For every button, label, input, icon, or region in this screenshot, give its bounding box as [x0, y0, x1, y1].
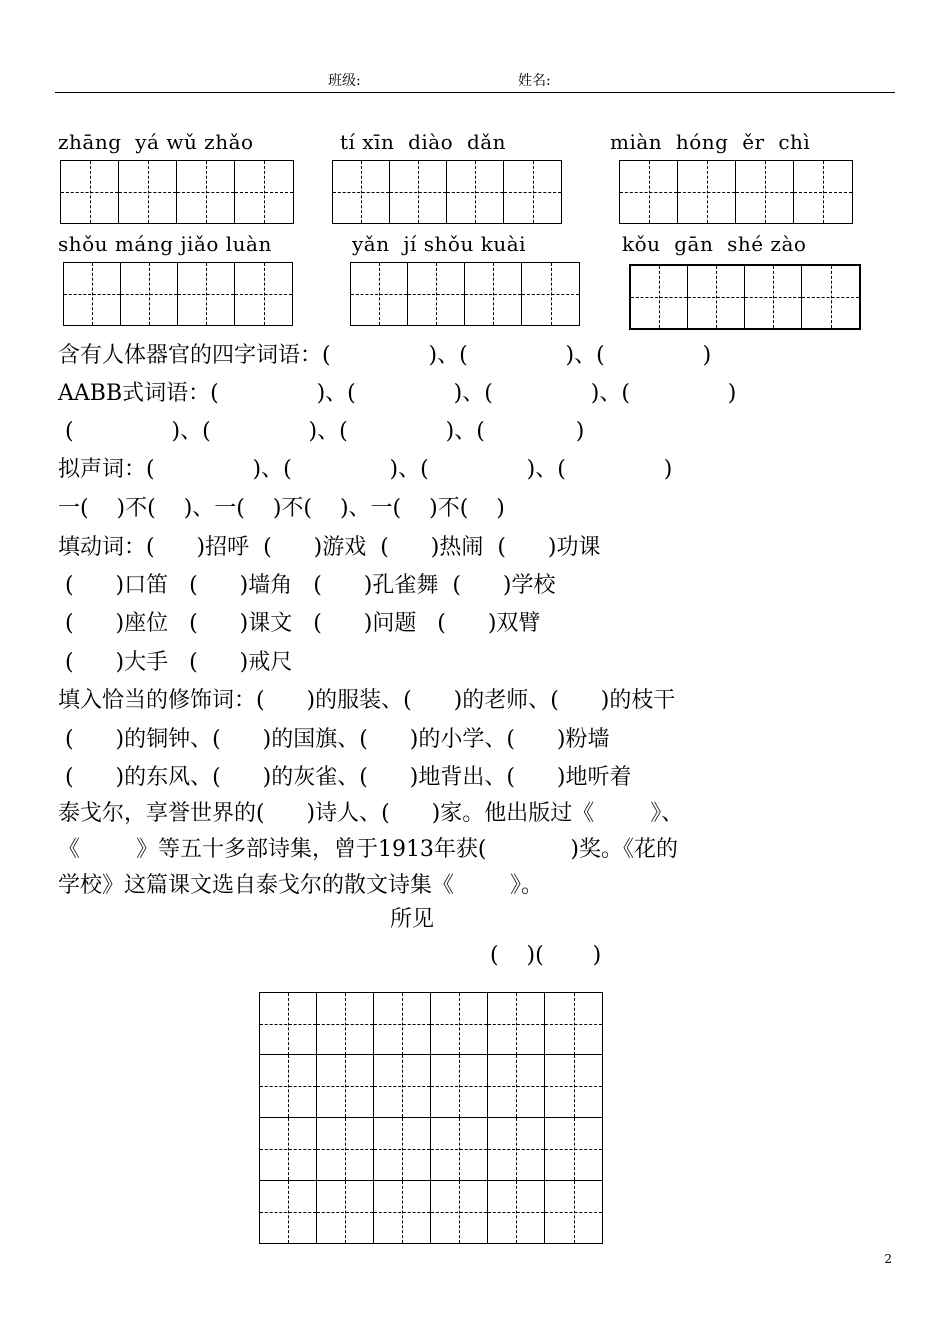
writing-cell[interactable]	[119, 161, 177, 223]
guide-line	[678, 192, 735, 193]
header-rule	[55, 92, 895, 93]
writing-cell[interactable]	[431, 993, 488, 1055]
guide-line	[488, 1024, 544, 1025]
guide-line	[431, 1024, 487, 1025]
guide-line	[374, 1024, 430, 1025]
pinyin-5: yǎn jí shǒu kuài	[352, 232, 527, 256]
writing-cell[interactable]	[465, 263, 522, 325]
guide-line	[688, 297, 744, 298]
guide-line	[121, 294, 177, 295]
guide-line	[119, 192, 176, 193]
writing-cell[interactable]	[260, 1055, 317, 1117]
guide-line	[317, 1024, 373, 1025]
guide-line	[351, 294, 407, 295]
exercise-line-13: 泰戈尔，享誉世界的( )诗人、( )家。他出版过《 》、	[58, 801, 684, 826]
writing-cell[interactable]	[447, 161, 504, 223]
writing-cell[interactable]	[545, 1181, 602, 1243]
writing-cell[interactable]	[522, 263, 579, 325]
writing-cell[interactable]	[802, 266, 859, 328]
exercise-line-11: ( )的铜钟、( )的国旗、( )的小学、( )粉墙	[58, 727, 610, 752]
guide-line	[235, 294, 292, 295]
writing-cell[interactable]	[431, 1181, 488, 1243]
guide-line	[260, 1024, 316, 1025]
writing-cell[interactable]	[374, 993, 431, 1055]
guide-line	[431, 1149, 487, 1150]
writing-cell[interactable]	[121, 263, 178, 325]
writing-cell[interactable]	[631, 266, 688, 328]
writing-cell[interactable]	[317, 1181, 374, 1243]
guide-line	[317, 1086, 373, 1087]
guide-line	[235, 192, 293, 193]
guide-line	[333, 192, 389, 193]
guide-line	[317, 1212, 373, 1213]
exercise-line-9: ( )大手 ( )戒尺	[58, 650, 293, 675]
writing-cell[interactable]	[545, 993, 602, 1055]
exercise-line-4: 拟声词：( )、( )、( )、( )	[58, 457, 673, 482]
exercise-line-7: ( )口笛 ( )墙角 ( )孔雀舞 ( )学校	[58, 573, 556, 598]
guide-line	[374, 1212, 430, 1213]
guide-line	[178, 294, 234, 295]
writing-cell[interactable]	[260, 1118, 317, 1180]
writing-cell[interactable]	[545, 1055, 602, 1117]
pinyin-4: shǒu máng jiǎo luàn	[58, 232, 272, 256]
guide-line	[465, 294, 521, 295]
guide-line	[431, 1086, 487, 1087]
writing-cell[interactable]	[61, 161, 119, 223]
writing-grid-1[interactable]	[60, 160, 294, 224]
guide-line	[431, 1212, 487, 1213]
guide-line	[488, 1149, 544, 1150]
exercise-line-5: 一( )不( )、一( )不( )、一( )不( )	[58, 496, 505, 521]
guide-line	[64, 294, 120, 295]
guide-line	[374, 1149, 430, 1150]
writing-cell[interactable]	[488, 1118, 545, 1180]
pinyin-6: kǒu gān shé zào	[622, 232, 807, 256]
writing-cell[interactable]	[333, 161, 390, 223]
writing-grid-4[interactable]	[63, 262, 293, 326]
poem-grid-row-2[interactable]	[259, 1054, 603, 1118]
exercise-line-2: AABB式词语：( )、( )、( )、( )	[58, 381, 737, 406]
writing-cell[interactable]	[178, 263, 235, 325]
poem-grid-row-1[interactable]	[259, 992, 603, 1056]
writing-cell[interactable]	[488, 993, 545, 1055]
writing-cell[interactable]	[235, 161, 293, 223]
writing-cell[interactable]	[64, 263, 121, 325]
writing-cell[interactable]	[408, 263, 465, 325]
exercise-line-10: 填入恰当的修饰词：( )的服装、( )的老师、( )的枝干	[58, 688, 676, 713]
writing-grid-3[interactable]	[619, 160, 853, 224]
writing-cell[interactable]	[351, 263, 408, 325]
writing-cell[interactable]	[317, 1055, 374, 1117]
poem-title: 所见	[390, 907, 435, 932]
writing-cell[interactable]	[620, 161, 678, 223]
guide-line	[447, 192, 503, 193]
guide-line	[620, 192, 677, 193]
writing-cell[interactable]	[545, 1118, 602, 1180]
page-number: 2	[884, 1252, 892, 1266]
pinyin-3: miàn hóng ěr chì	[610, 130, 811, 154]
guide-line	[408, 294, 464, 295]
guide-line	[488, 1212, 544, 1213]
writing-cell[interactable]	[678, 161, 736, 223]
writing-cell[interactable]	[488, 1181, 545, 1243]
guide-line	[745, 297, 801, 298]
exercise-line-8: ( )座位 ( )课文 ( )问题 ( )双臂	[58, 611, 541, 636]
guide-line	[545, 1086, 602, 1087]
guide-line	[390, 192, 446, 193]
writing-cell[interactable]	[374, 1181, 431, 1243]
writing-cell[interactable]	[260, 1181, 317, 1243]
poem-grid-row-4[interactable]	[259, 1180, 603, 1244]
guide-line	[374, 1086, 430, 1087]
writing-cell[interactable]	[390, 161, 447, 223]
guide-line	[736, 192, 793, 193]
writing-cell[interactable]	[374, 1118, 431, 1180]
writing-cell[interactable]	[745, 266, 802, 328]
guide-line	[317, 1149, 373, 1150]
writing-cell[interactable]	[736, 161, 794, 223]
writing-cell[interactable]	[177, 161, 235, 223]
guide-line	[504, 192, 561, 193]
guide-line	[488, 1086, 544, 1087]
writing-cell[interactable]	[260, 993, 317, 1055]
exercise-line-14: 《 》等五十多部诗集，曾于1913年获( )奖。《花的	[58, 837, 679, 862]
writing-cell[interactable]	[317, 1118, 374, 1180]
guide-line	[260, 1212, 316, 1213]
writing-cell[interactable]	[431, 1118, 488, 1180]
writing-grid-5[interactable]	[350, 262, 580, 326]
exercise-line-6: 填动词：( )招呼 ( )游戏 ( )热闹 ( )功课	[58, 535, 601, 560]
guide-line	[177, 192, 234, 193]
poem-grid-row-3[interactable]	[259, 1117, 603, 1181]
poem-author: ( )( )	[490, 943, 602, 968]
guide-line	[545, 1212, 602, 1213]
guide-line	[802, 297, 859, 298]
exercise-line-1: 含有人体器官的四字词语：( )、( )、( )	[58, 343, 712, 368]
writing-cell[interactable]	[794, 161, 852, 223]
pinyin-1: zhāng yá wǔ zhǎo	[58, 130, 254, 154]
writing-grid-2[interactable]	[332, 160, 562, 224]
writing-cell[interactable]	[504, 161, 561, 223]
writing-cell[interactable]	[235, 263, 292, 325]
guide-line	[631, 297, 687, 298]
writing-cell[interactable]	[374, 1055, 431, 1117]
guide-line	[260, 1149, 316, 1150]
guide-line	[61, 192, 118, 193]
guide-line	[794, 192, 852, 193]
guide-line	[545, 1024, 602, 1025]
exercise-line-3: ( )、( )、( )、( )	[58, 419, 585, 444]
name-label: 姓名:	[518, 73, 551, 89]
pinyin-2: tí xīn diào dǎn	[340, 130, 507, 154]
writing-cell[interactable]	[488, 1055, 545, 1117]
guide-line	[545, 1149, 602, 1150]
guide-line	[522, 294, 579, 295]
class-label: 班级:	[328, 73, 361, 89]
exercise-line-12: ( )的东风、( )的灰雀、( )地背出、( )地听着	[58, 765, 632, 790]
guide-line	[260, 1086, 316, 1087]
writing-cell[interactable]	[688, 266, 745, 328]
exercise-line-15: 学校》这篇课文选自泰戈尔的散文诗集《 》。	[58, 873, 543, 898]
writing-cell[interactable]	[431, 1055, 488, 1117]
writing-grid-6[interactable]	[629, 264, 861, 330]
writing-cell[interactable]	[317, 993, 374, 1055]
